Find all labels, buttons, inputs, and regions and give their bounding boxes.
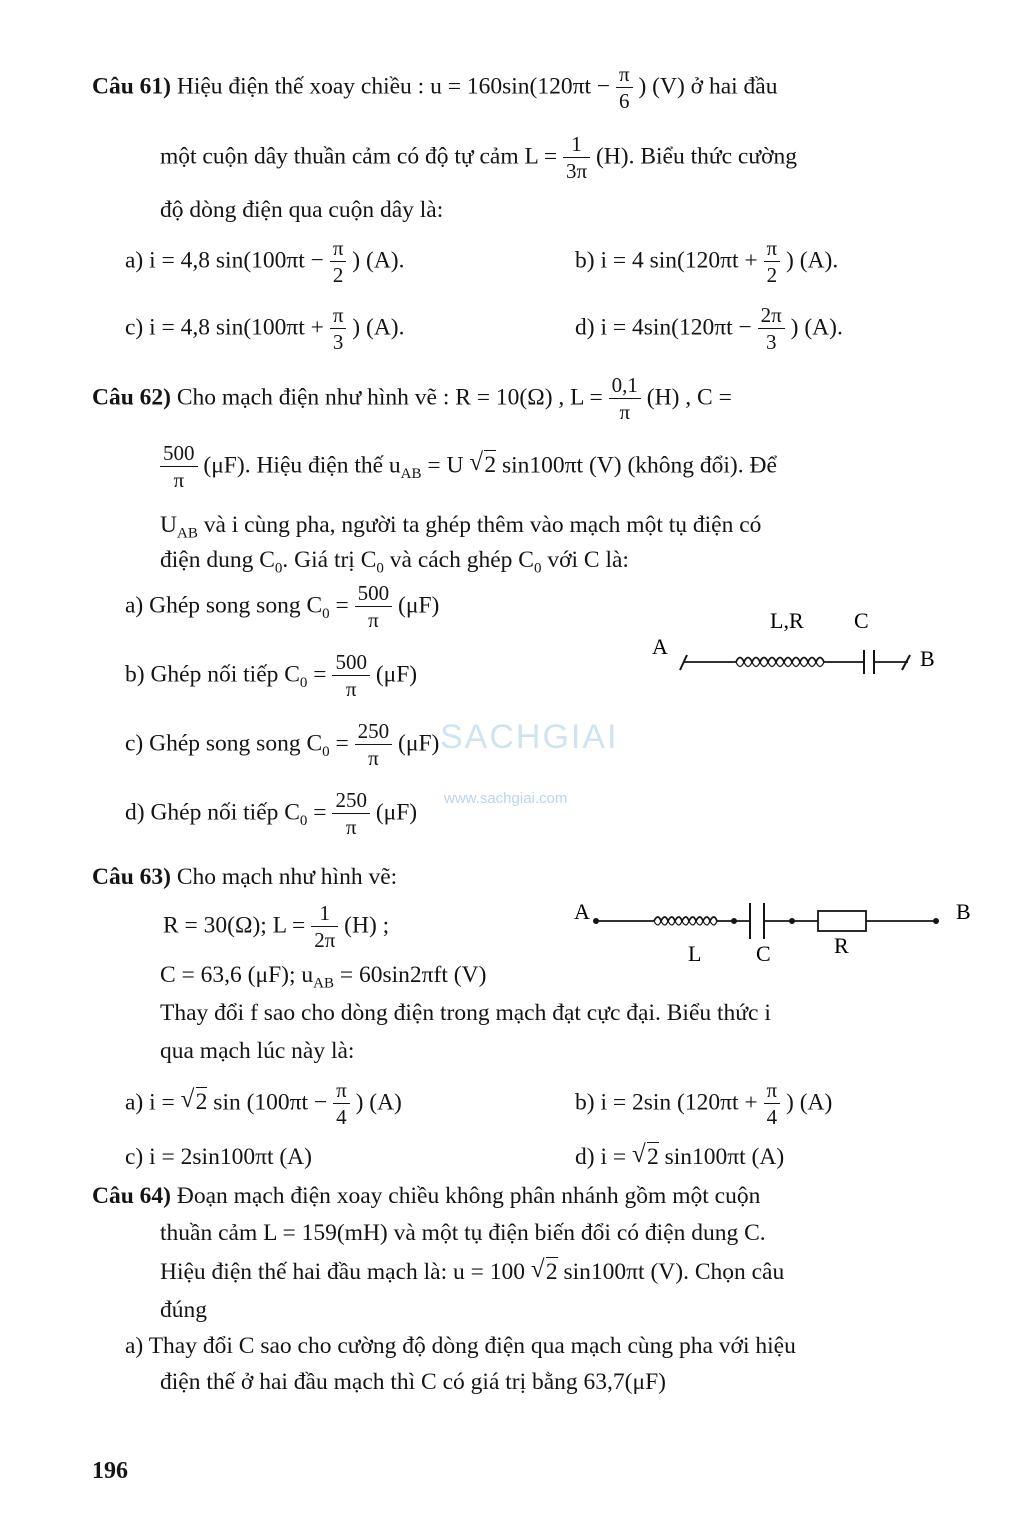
- q63-line4: Thay đổi f sao cho dòng điện trong mạch đạt cực đại. Biểu thức i: [160, 1000, 771, 1026]
- q63-c-label: C: [756, 941, 771, 966]
- q64-line1: Câu 64) Đoạn mạch điện xoay chiều không phân nhánh gồm một cuộn: [92, 1183, 761, 1209]
- q62-option-d: d) Ghép nối tiếp $C_0$ = $\frac{250}{\pi}$ (μF): [125, 788, 418, 839]
- q63-option-c: c) i = 2sin100πt (A): [125, 1144, 312, 1170]
- watermark-brand: SACHGIAI: [440, 718, 619, 756]
- q63-r-label: R: [834, 933, 849, 958]
- q64-line4: đúng: [160, 1297, 207, 1323]
- q62-option-b: b) Ghép nối tiếp $C_0$ = $\frac{500}{\pi}$ (μF): [125, 650, 418, 701]
- q63-l-label: L: [688, 941, 702, 966]
- q61-line2: một cuộn dây thuần cảm có độ tự cảm L = $\frac{1}{3\pi}$ (H). Biểu thức cường: [160, 132, 797, 183]
- page-number: 196: [92, 1458, 128, 1484]
- q61-line1: Câu 61) Hiệu điện thế xoay chiều : u = 160sin(120πt − $\frac{\pi}{6}$ ) (V) ở hai đầu: [92, 62, 778, 113]
- q63-option-d: d) i = √ 2 sin100πt (A): [575, 1141, 785, 1170]
- q63-line5: qua mạch lúc này là:: [160, 1038, 355, 1064]
- q63-resistor: [818, 911, 866, 931]
- q62-line2: $\frac{500}{\pi}$ (μF). Hiệu điện thế $u_{AB} = U$ √ 2 sin100πt (V) (không đổi). Để: [160, 443, 777, 491]
- q62-label: Câu 62): [92, 384, 171, 411]
- q62-line1: Câu 62) Cho mạch điện như hình vẽ : R = 10(Ω) , L = $\frac{0,1}{\pi}$ (H) , C =: [92, 373, 732, 424]
- q63-circuit-diagram: [570, 895, 990, 970]
- q64-line2: thuần cảm L = 159(mH) và một tụ điện biến đổi có điện dung C.: [160, 1220, 766, 1246]
- q61-option-d: d) i = 4sin(120πt − $\frac{2\pi}{3}$ ) (A).: [575, 303, 843, 354]
- q63-line3: C = 63,6 (μF); $u_{AB} = 60\sin 2\pi ft$ (V): [160, 962, 487, 992]
- q64-line3: Hiệu điện thế hai đầu mạch là: u = 100 √ 2 sin100πt (V). Chọn câu: [160, 1256, 785, 1285]
- q63-option-a: a) i = √ 2 sin (100πt − $\frac{\pi}{4}$ ) (A): [125, 1078, 402, 1129]
- q61-line3: độ dòng điện qua cuộn dây là:: [160, 197, 444, 223]
- q61-option-b: b) i = 4 sin(120πt + $\frac{\pi}{2}$ ) (A).: [575, 236, 839, 287]
- q62-inductor: [736, 658, 824, 663]
- q63-inductor: [654, 917, 717, 921]
- fraction: $\frac{\pi}{6}$: [616, 64, 633, 112]
- q63-line2: R = 30(Ω); L = $\frac{1}{2\pi}$ (H) ;: [163, 901, 390, 952]
- watermark-url: www.sachgiai.com: [444, 790, 568, 807]
- q61-option-a: a) i = 4,8 sin(100πt − $\frac{\pi}{2}$ ) (A).: [125, 236, 405, 287]
- q63-line1: Câu 63) Cho mạch như hình vẽ:: [92, 864, 398, 890]
- q62-circuit-diagram: [640, 598, 960, 688]
- watermark-logo: [440, 718, 618, 757]
- q62-option-a: a) Ghép song song $C_0$ = $\frac{500}{\pi}$ (μF): [125, 581, 440, 632]
- q62-node-a-label: A: [652, 634, 668, 659]
- q62-line4: điện dung $C_0$. Giá trị $C_0$ và cách ghép $C_0$ với C là:: [160, 547, 629, 577]
- q61-label: Câu 61): [92, 73, 171, 100]
- q63-node-b-label: B: [956, 899, 971, 924]
- fraction: $\frac{1}{3\pi}$: [563, 134, 590, 182]
- q61-option-c: c) i = 4,8 sin(100πt + $\frac{\pi}{3}$ ) (A).: [125, 303, 405, 354]
- q62-node-b-label: B: [920, 646, 935, 671]
- q62-option-c: c) Ghép song song $C_0$ = $\frac{250}{\pi}$ (μF): [125, 719, 440, 770]
- q63-node-a-label: A: [574, 899, 590, 924]
- sqrt: √ 2: [469, 449, 497, 479]
- q64-option-a-line2: điện thế ở hai đầu mạch thì C có giá trị bằng 63,7(μF): [160, 1369, 667, 1395]
- q62-line3: $U_{AB}$ và i cùng pha, người ta ghép thêm vào mạch một tụ điện có: [160, 512, 762, 542]
- q64-label: Câu 64): [92, 1183, 171, 1209]
- q63-option-b: b) i = 2sin (120πt + $\frac{\pi}{4}$ ) (A): [575, 1078, 833, 1129]
- q62-c-label: C: [854, 608, 869, 633]
- q64-option-a-line1: a) Thay đổi C sao cho cường độ dòng điện qua mạch cùng pha với hiệu: [125, 1333, 796, 1359]
- q62-lr-label: L,R: [770, 608, 804, 633]
- q63-label: Câu 63): [92, 864, 171, 890]
